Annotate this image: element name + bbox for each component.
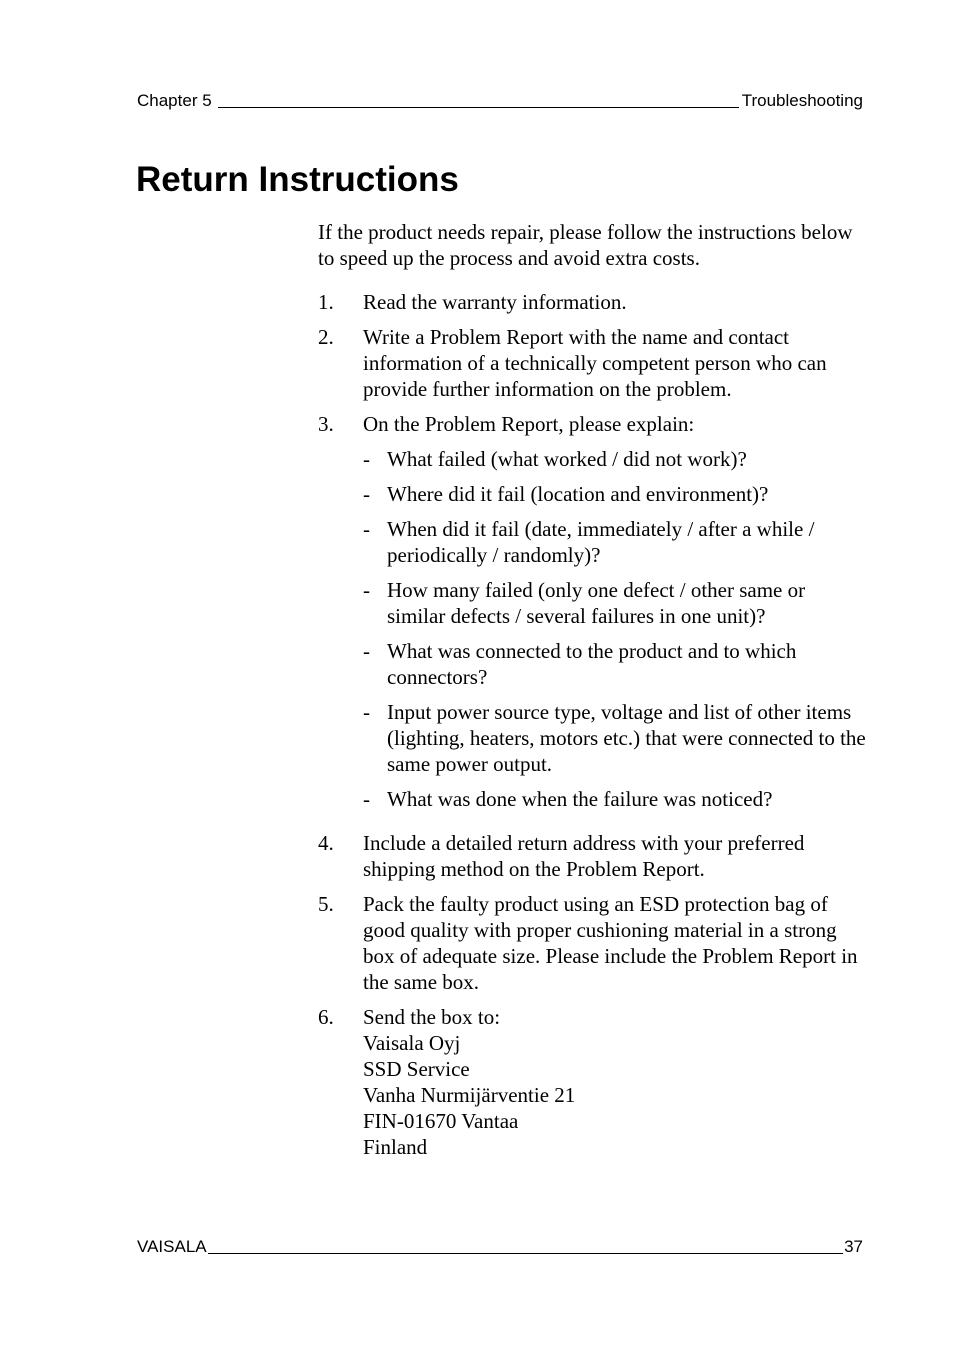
step-item bbox=[318, 830, 866, 882]
dash-marker: - bbox=[363, 787, 370, 811]
step-item bbox=[318, 1004, 866, 1160]
bullet-text: What failed (what worked / did not work)? bbox=[387, 447, 747, 471]
step-text: Send the box to: bbox=[363, 1005, 501, 1029]
main-content bbox=[318, 219, 866, 1169]
bullet-text: What was done when the failure was noticed? bbox=[387, 787, 773, 811]
step-number: 2. bbox=[318, 325, 334, 349]
page-header bbox=[137, 91, 863, 111]
step-number: 1. bbox=[318, 290, 334, 314]
step-item bbox=[318, 289, 866, 315]
page-number: 37 bbox=[844, 1237, 863, 1256]
header-rule bbox=[218, 107, 739, 108]
step-item bbox=[318, 891, 866, 995]
list-item bbox=[363, 577, 866, 629]
list-item bbox=[363, 446, 866, 472]
list-item bbox=[363, 481, 866, 507]
address-street: Vanha Nurmijärventie 21 bbox=[363, 1083, 576, 1107]
dash-marker: - bbox=[363, 639, 370, 663]
list-item bbox=[363, 638, 866, 690]
address-company: Vaisala Oyj bbox=[363, 1031, 461, 1055]
step-text: Include a detailed return address with your preferred shipping method on the Problem Report. bbox=[363, 831, 805, 881]
step-text: Pack the faulty product using an ESD protection bag of good quality with proper cushioning material in a strong box of adequate size. Please include the Problem Report in the same box. bbox=[363, 892, 858, 994]
bullet-text: How many failed (only one defect / other same or similar defects / several failures in one unit)? bbox=[387, 578, 806, 628]
company-name: VAISALA bbox=[137, 1237, 207, 1256]
list-item bbox=[363, 699, 866, 777]
page-footer bbox=[137, 1237, 863, 1257]
steps-list bbox=[318, 289, 866, 1160]
step-text: Read the warranty information. bbox=[363, 290, 627, 314]
step-number: 6. bbox=[318, 1005, 334, 1029]
bullet-text: Input power source type, voltage and list of other items (lighting, heaters, motors etc.) that were connected to the same power output. bbox=[387, 700, 866, 776]
dash-marker: - bbox=[363, 578, 370, 602]
dash-marker: - bbox=[363, 517, 370, 541]
step-number: 4. bbox=[318, 831, 334, 855]
address-country: Finland bbox=[363, 1135, 428, 1159]
step-item bbox=[318, 324, 866, 402]
chapter-label: Chapter 5 bbox=[137, 91, 212, 110]
bullet-text: When did it fail (date, immediately / after a while / periodically / randomly)? bbox=[387, 517, 815, 567]
section-label: Troubleshooting bbox=[741, 91, 863, 110]
explain-list bbox=[363, 446, 866, 812]
footer-rule bbox=[208, 1253, 843, 1254]
list-item bbox=[363, 786, 866, 812]
address-city: FIN-01670 Vantaa bbox=[363, 1109, 519, 1133]
list-item bbox=[363, 516, 866, 568]
step-item bbox=[318, 411, 866, 821]
dash-marker: - bbox=[363, 447, 370, 471]
return-address bbox=[363, 1030, 866, 1160]
page-title: Return Instructions bbox=[136, 160, 459, 199]
intro-paragraph: If the product needs repair, please follow the instructions below to speed up the process and avoid extra costs. bbox=[318, 220, 853, 270]
step-text: Write a Problem Report with the name and contact information of a technically competent person who can provide further information on the problem. bbox=[363, 325, 827, 401]
bullet-text: What was connected to the product and to which connectors? bbox=[387, 639, 797, 689]
step-number: 5. bbox=[318, 892, 334, 916]
bullet-text: Where did it fail (location and environment)? bbox=[387, 482, 769, 506]
step-number: 3. bbox=[318, 412, 334, 436]
address-department: SSD Service bbox=[363, 1057, 470, 1081]
dash-marker: - bbox=[363, 482, 370, 506]
dash-marker: - bbox=[363, 700, 370, 724]
step-text: On the Problem Report, please explain: bbox=[363, 412, 695, 436]
